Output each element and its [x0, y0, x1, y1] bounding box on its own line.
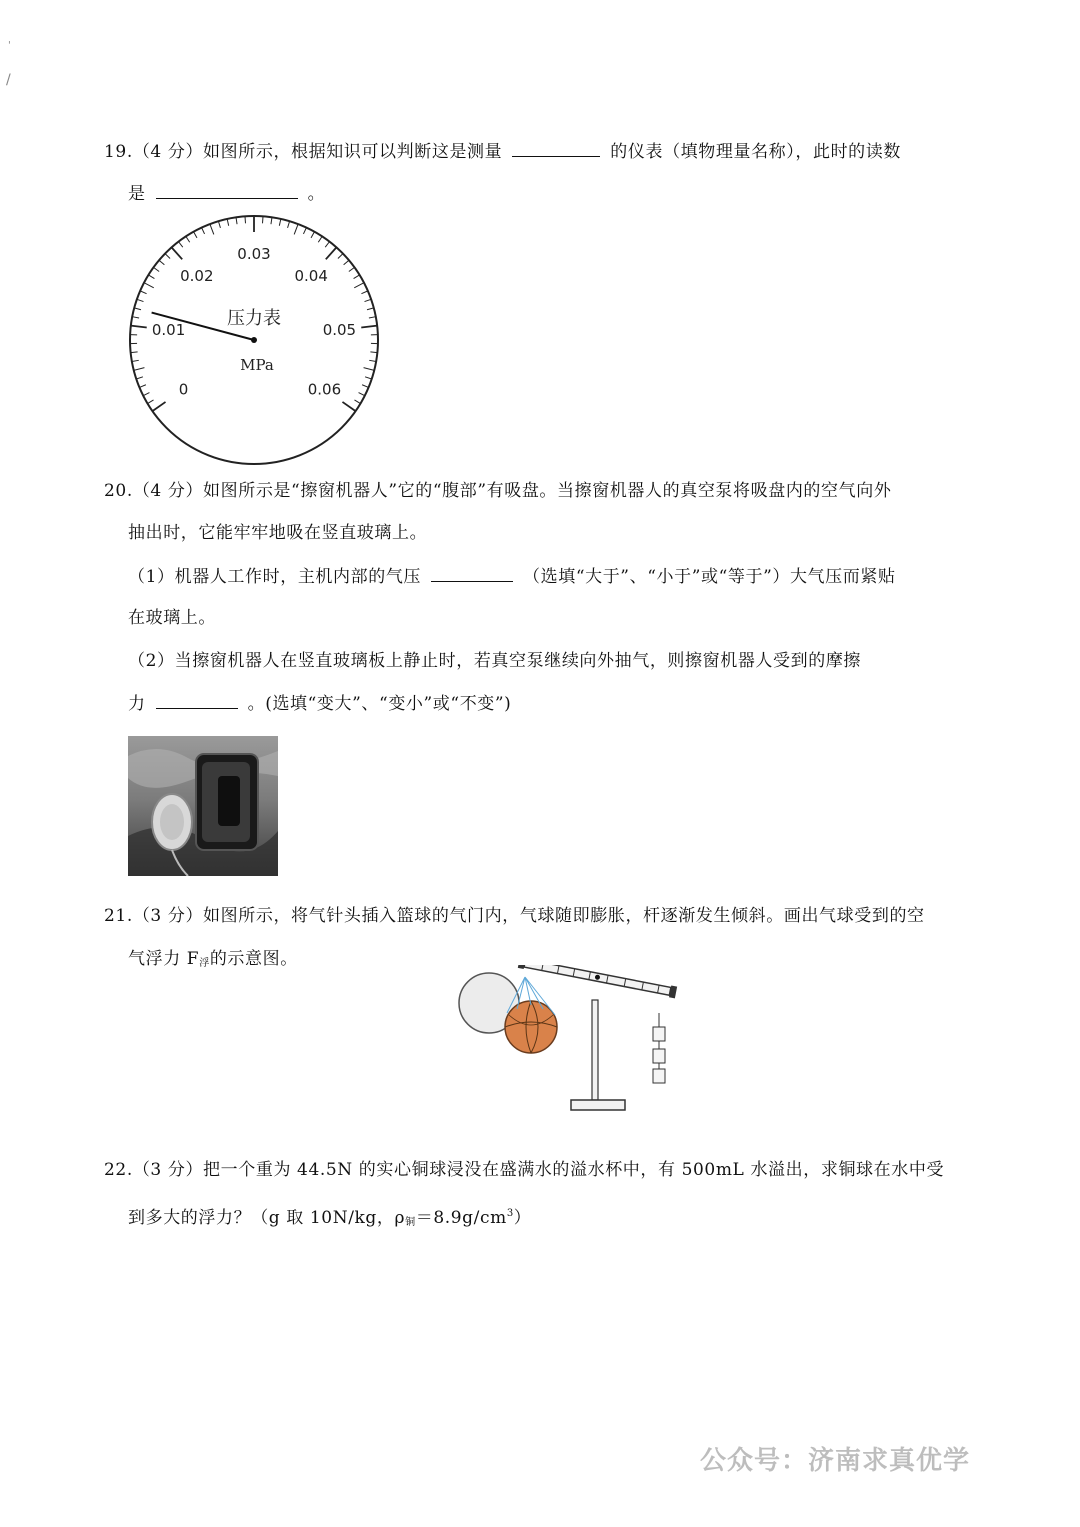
q19-blank-1[interactable] [512, 138, 600, 157]
gauge-label: 0.06 [307, 380, 342, 399]
gauge-label: 0.05 [322, 321, 357, 340]
q19-text-a: 19.（4 分）如图所示，根据知识可以判断这是测量 [104, 142, 503, 162]
gauge-tick [263, 216, 264, 223]
q19-text-c: 是 [128, 184, 146, 204]
q20-line1: 20.（4 分）如图所示是“擦窗机器人”它的“腹部”有吸盘。当擦窗机器人的真空泵将吸盘内的空气向外 [104, 481, 892, 501]
gauge-label: 0 [178, 380, 189, 399]
window-robot-photo [128, 736, 278, 876]
q21-line2 [128, 946, 298, 977]
stand-base [571, 1100, 625, 1110]
corner-mark-slash: / [6, 72, 11, 88]
hanging-weights [653, 1013, 665, 1083]
pressure-gauge-figure [120, 212, 388, 468]
q22-text-a: 到多大的浮力？（g 取 10N/kg，ρ [128, 1208, 406, 1228]
q20-p1-text-a: （1）机器人工作时，主机内部的气压 [128, 567, 422, 587]
gauge-pivot [251, 337, 257, 343]
stand-pole [592, 1000, 598, 1100]
q22-text-b: ＝8.9g/cm [415, 1208, 507, 1228]
gauge-label: 0.04 [294, 266, 328, 285]
q21-text-a: 气浮力 F [128, 949, 200, 969]
q21-text-b: 的示意图。 [209, 949, 298, 969]
corner-mark-top: ' [8, 40, 11, 51]
balloon-lever-figure [455, 965, 690, 1120]
gauge-label: 0.01 [151, 321, 186, 340]
q20-blank-2[interactable] [156, 690, 238, 709]
gauge-label: 0.02 [180, 266, 214, 285]
q20-part2: （2）当擦窗机器人在竖直玻璃板上静止时，若真空泵继续向外抽气，则擦窗机器人受到的摩擦 [128, 651, 862, 671]
basketball [505, 1001, 557, 1053]
q19-blank-2[interactable] [156, 180, 298, 199]
gauge-label: 0.03 [237, 245, 271, 263]
q22-sub: 铜 [405, 1217, 416, 1228]
q22-line1: 22.（3 分）把一个重为 44.5N 的实心铜球浸没在盛满水的溢水杯中，有 500mL 水溢出，求铜球在水中受 [104, 1160, 945, 1180]
q20-part1-cont: 在玻璃上。 [128, 608, 216, 628]
gauge-unit: MPa [240, 356, 274, 374]
gauge-tick [370, 352, 377, 353]
q20-line2: 抽出时，它能牢牢地吸在竖直玻璃上。 [128, 523, 428, 543]
q20-blank-1[interactable] [431, 563, 513, 582]
q21-sub: 浮 [199, 958, 210, 969]
watermark: 公众号：济南求真优学 [700, 1446, 971, 1476]
q20-part2-cont [128, 690, 511, 717]
q21-line1: 21.（3 分）如图所示，将气针头插入篮球的气门内，气球随即膨胀，杆逐渐发生倾斜。画出气球受到的空 [104, 906, 925, 926]
q20-p1-text-b: （选填“大于”、“小于”或“等于”）大气压而紧贴 [523, 567, 896, 587]
gauge-tick [245, 216, 246, 223]
q22-line2 [128, 1201, 531, 1236]
q20-p2-text-b: 力 [128, 694, 146, 714]
q20-p2-text-c: 。(选填“变大”、“变小”或“不变”) [247, 694, 512, 714]
q22-text-c: ） [513, 1208, 532, 1228]
q22-sup: 3 [506, 1208, 514, 1219]
gauge-title: 压力表 [227, 308, 281, 329]
q19-line2 [128, 180, 325, 207]
gauge-tick [131, 352, 138, 353]
q19-text-b: 的仪表（填物理量名称），此时的读数 [610, 142, 901, 162]
q20-part1 [128, 563, 896, 590]
lever-beam [518, 965, 677, 998]
q19-text-d: 。 [307, 184, 326, 204]
q19-line1 [104, 138, 901, 165]
